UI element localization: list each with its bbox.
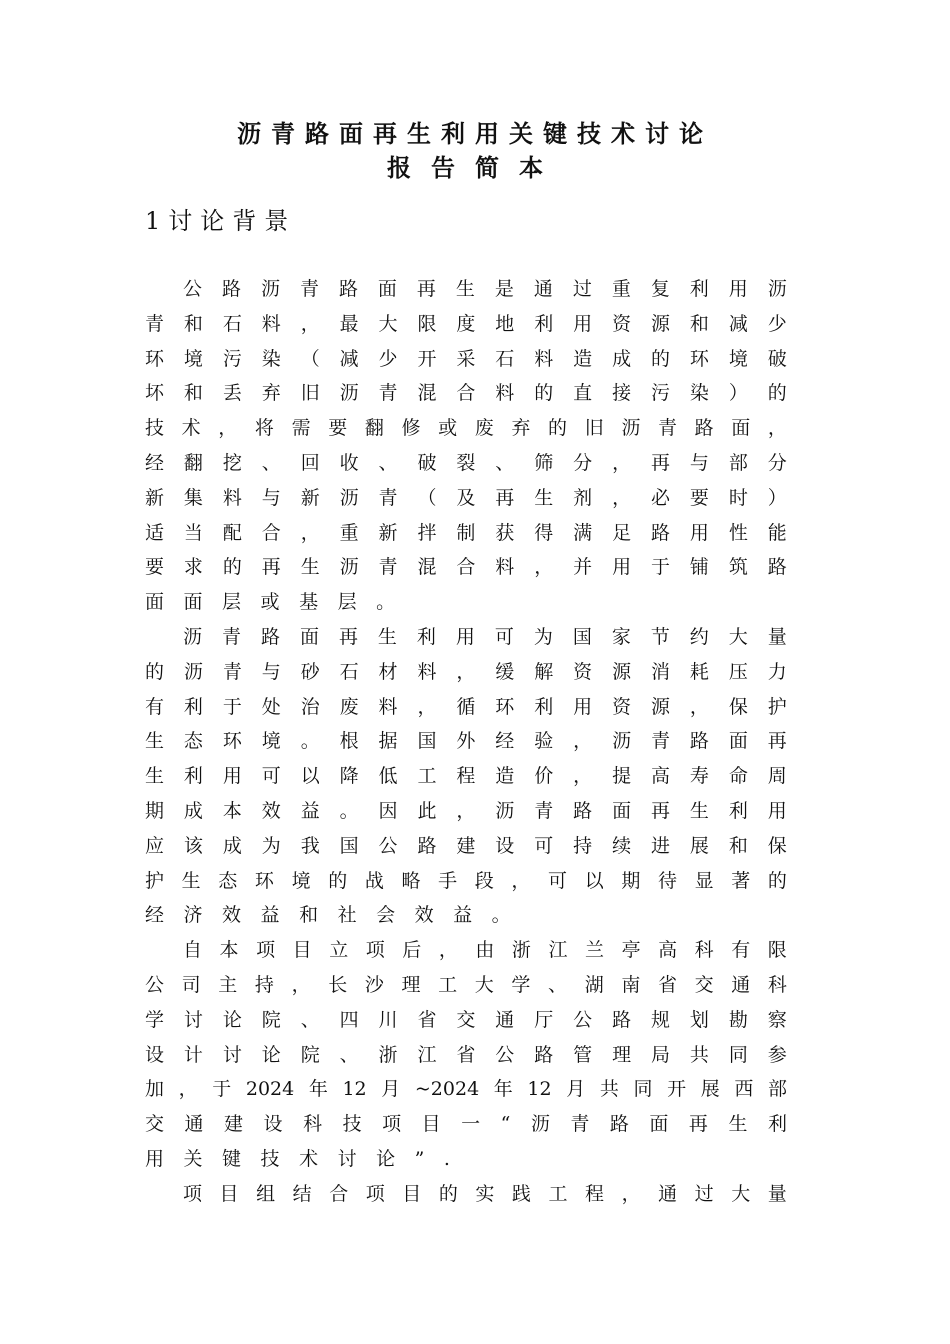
text-line: 坏 和 丢 弃 旧 沥 青 混 合 料 的 直 接 污 染 ） 的 — [145, 382, 787, 405]
text-line: 经 翻 挖 、 回 收 、 破 裂 、 筛 分 ， 再 与 部 分 — [145, 451, 787, 474]
text-line: 设 计 讨 论 院 、 浙 江 省 公 路 管 理 局 共 同 参 — [145, 1043, 787, 1066]
paragraph — [145, 620, 787, 933]
document-body — [145, 272, 787, 1212]
text-line: 交 通 建 设 科 技 项 目 一 “ 沥 青 路 面 再 生 利 — [145, 1113, 787, 1136]
text-line: 有 利 于 处 治 废 料 ， 循 环 利 用 资 源 ， 保 护 — [145, 695, 787, 718]
text-line: 加 ， 于 2024 年 12 月 ~2024 年 12 月 共 同 开 展 西 部 — [145, 1078, 787, 1101]
text-line: 用 关 键 技 术 讨 论 ” . — [145, 1147, 450, 1170]
text-line: 自 本 项 目 立 项 后 ， 由 浙 江 兰 亭 高 科 有 限 — [183, 939, 787, 962]
paragraph — [145, 272, 787, 620]
text-line: 生 利 用 可 以 降 低 工 程 造 价 ， 提 高 寿 命 周 — [145, 765, 787, 788]
text-line: 公 路 沥 青 路 面 再 生 是 通 过 重 复 利 用 沥 — [183, 278, 787, 300]
text-line: 项 目 组 结 合 项 目 的 实 践 工 程 ， 通 过 大 量 — [183, 1182, 787, 1205]
text-line: 期 成 本 效 益 。 因 此 ， 沥 青 路 面 再 生 利 用 — [145, 799, 787, 822]
text-line: 学 讨 论 院 、 四 川 省 交 通 厅 公 路 规 划 勘 察 — [145, 1008, 787, 1031]
text-line: 环 境 污 染 （ 减 少 开 采 石 料 造 成 的 环 境 破 — [145, 347, 787, 370]
paragraph — [145, 933, 787, 1177]
text-line: 适 当 配 合 ， 重 新 拌 制 获 得 满 足 路 用 性 能 — [145, 521, 787, 544]
text-line: 经 济 效 益 和 社 会 效 益 。 — [145, 904, 511, 927]
paragraph — [145, 1177, 787, 1212]
text-line: 面 面 层 或 基 层 。 — [145, 591, 396, 614]
document-subtitle: 报告简本 — [387, 153, 563, 182]
text-line: 新 集 料 与 新 沥 青 （ 及 再 生 剂 ， 必 要 时 ） — [145, 486, 787, 509]
text-line: 技 术 ， 将 需 要 翻 修 或 废 弃 的 旧 沥 青 路 面 ， — [145, 417, 787, 440]
text-line: 要 求 的 再 生 沥 青 混 合 料 ， 并 用 于 铺 筑 路 — [145, 556, 787, 579]
document-title: 沥青路面再生利用关键技术讨论 — [237, 119, 713, 148]
text-line: 生 态 环 境 。 根 据 国 外 经 验 ， 沥 青 路 面 再 — [145, 730, 787, 753]
text-line: 护 生 态 环 境 的 战 略 手 段 ， 可 以 期 待 显 著 的 — [145, 869, 787, 892]
text-line: 沥 青 路 面 再 生 利 用 可 为 国 家 节 约 大 量 — [183, 625, 787, 648]
text-line: 的 沥 青 与 砂 石 材 料 ， 缓 解 资 源 消 耗 压 力 — [145, 660, 787, 683]
text-line: 应 该 成 为 我 国 公 路 建 设 可 持 续 进 展 和 保 — [145, 834, 787, 857]
section-heading: 1讨论背景 — [145, 207, 297, 235]
text-line: 公 司 主 持 ， 长 沙 理 工 大 学 、 湖 南 省 交 通 科 — [145, 973, 787, 996]
text-line: 青 和 石 料 ， 最 大 限 度 地 利 用 资 源 和 减 少 — [145, 312, 787, 335]
